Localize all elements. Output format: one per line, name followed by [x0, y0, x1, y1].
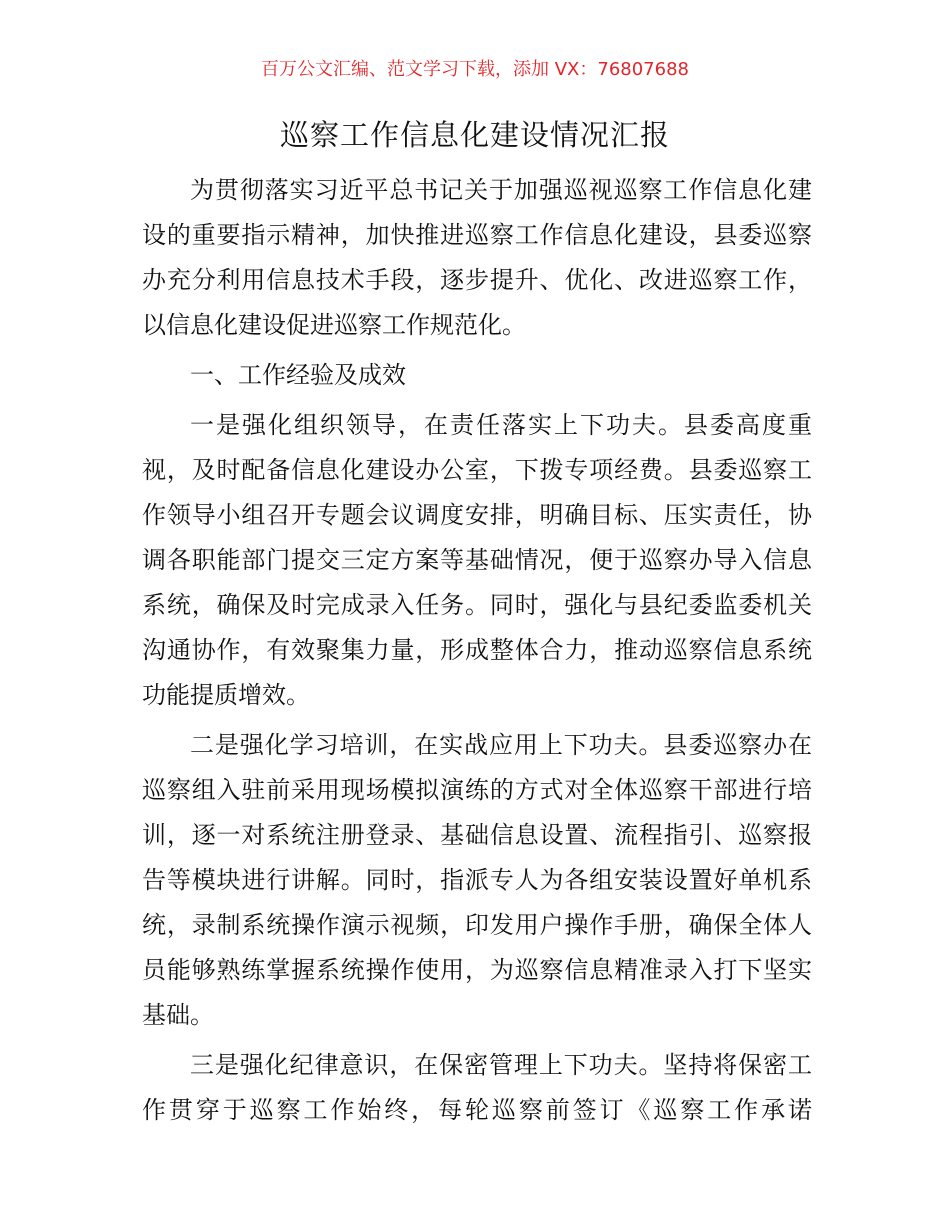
section-heading [142, 353, 812, 398]
text-line: 二是强化学习培训，在实战应用上下功夫。县委巡察办在 [190, 731, 812, 759]
paragraph [142, 1043, 812, 1133]
text-line: 沟通协作，有效聚集力量，形成整体合力，推动巡察信息系统 [142, 636, 812, 664]
text-line: 员能够熟练掌握系统操作使用，为巡察信息精准录入打下坚实 [142, 956, 812, 984]
text-line: 训，逐一对系统注册登录、基础信息设置、流程指引、巡察报 [142, 821, 812, 849]
text-line: 功能提质增效。 [142, 681, 310, 709]
text-line: 告等模块进行讲解。同时，指派专人为各组安装设置好单机系 [142, 866, 812, 894]
text-line: 系统，确保及时完成录入任务。同时，强化与县纪委监委机关 [142, 591, 812, 619]
paragraph [142, 403, 812, 718]
text-line: 作领导小组召开专题会议调度安排，明确目标、压实责任，协 [142, 501, 812, 529]
text-line: 一是强化组织领导，在责任落实上下功夫。县委高度重 [190, 411, 812, 439]
text-line: 为贯彻落实习近平总书记关于加强巡视巡察工作信息化建 [190, 176, 812, 204]
text-line: 视，及时配备信息化建设办公室，下拨专项经费。县委巡察工 [142, 456, 812, 484]
text-line: 基础。 [142, 1001, 214, 1029]
document-body [142, 168, 812, 1138]
text-line: 三是强化纪律意识，在保密管理上下功夫。坚持将保密工 [190, 1051, 812, 1079]
text-line: 一、工作经验及成效 [190, 361, 406, 389]
document-title: 巡察工作信息化建设情况汇报 [279, 118, 670, 152]
paragraph [142, 168, 812, 348]
watermark-banner: 百万公文汇编、范文学习下载，添加 VX：76807688 [261, 59, 689, 80]
text-line: 办充分利用信息技术手段，逐步提升、优化、改进巡察工作， [142, 266, 812, 294]
text-line: 调各职能部门提交三定方案等基础情况，便于巡察办导入信息 [142, 546, 812, 574]
text-line: 作贯穿于巡察工作始终，每轮巡察前签订《巡察工作承诺 [142, 1096, 812, 1124]
text-line: 巡察组入驻前采用现场模拟演练的方式对全体巡察干部进行培 [142, 776, 812, 804]
text-line: 以信息化建设促进巡察工作规范化。 [142, 311, 526, 339]
text-line: 设的重要指示精神，加快推进巡察工作信息化建设，县委巡察 [142, 221, 812, 249]
text-line: 统，录制系统操作演示视频，印发用户操作手册，确保全体人 [142, 911, 812, 939]
paragraph [142, 723, 812, 1038]
